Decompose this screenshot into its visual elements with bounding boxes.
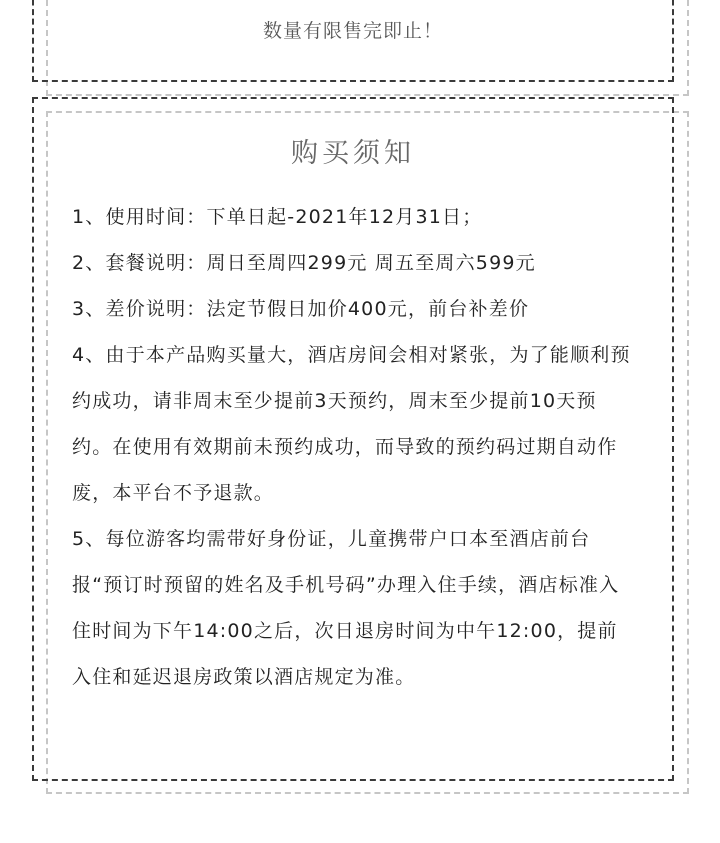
top-notice-text: 数量有限售完即止！ (262, 20, 443, 42)
purchase-notes-title: 购买须知 (291, 138, 415, 169)
note-item-check-in: 5、每位游客均需带好身份证，儿童携带户口本至酒店前台报“预订时预留的姓名及手机号码”办理入住手续，酒店标准入住时间为下午14:00之后，次日退房时间为中午12:00，提前入住和延迟退房政策以酒店规定为准。 (72, 528, 620, 688)
note-item-package: 2、套餐说明：周日至周四299元 周五至周六599元 (72, 252, 536, 274)
note-item-usage-time: 1、使用时间：下单日起-2021年12月31日； (72, 206, 483, 228)
note-item-reservation: 4、由于本产品购买量大，酒店房间会相对紧张，为了能顺利预约成功，请非周末至少提前3天预约，周末至少提前10天预约。在使用有效期前未预约成功，而导致的预约码过期自动作废，本平台不予退款。 (72, 344, 631, 504)
purchase-notes-list (72, 194, 637, 700)
note-item-price-difference: 3、差价说明：法定节假日加价400元，前台补差价 (72, 298, 530, 320)
